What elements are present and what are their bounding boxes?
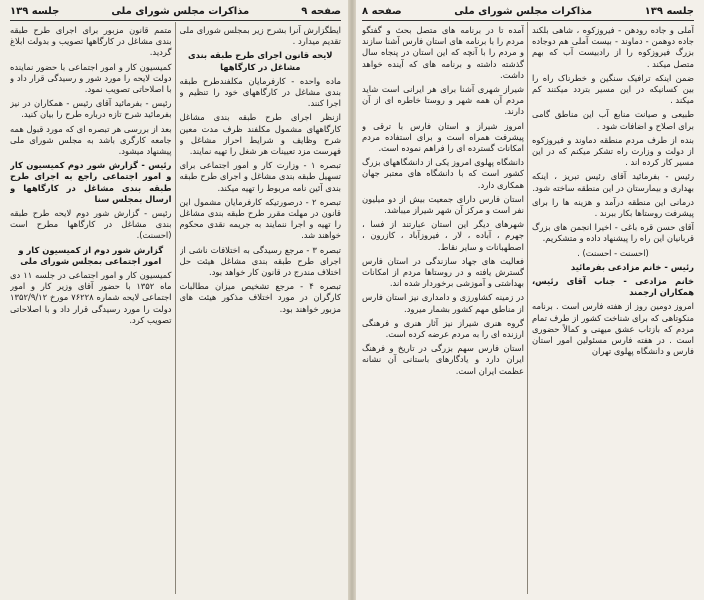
section-heading: رئیس - گزارش شور دوم کمیسیون کار و امور اجتماعی راجع به اجرای طرح طبقه بندی مشاغل در کارگاهها و ارسال بمجلس سنا [10, 160, 172, 204]
paragraph: تبصره ۴ - مرجع تشخیص میزان مطالبات کارگران در مورد اختلاف مذکور هیئت های مزبور خواهند بود. [179, 281, 341, 314]
paragraph: رئیس - بفرمائید آقای رئیس - همکاران در نیز بفرمائید شرح تازه درباره طرح را بیان کنید. [10, 98, 172, 120]
paragraph: (احسنت - احسنت) . [577, 247, 649, 258]
paragraph: استان فارس سهم بزرگی در تاریخ و فرهنگ ایران دارد و یادگارهای باستانی آن نشانه عظمت ایران است. [362, 343, 524, 376]
right-page-header [362, 4, 694, 21]
report-heading: گزارش شور دوم از کمیسیون کار و امور اجتماعی بمجلس شورای ملی [18, 244, 164, 266]
paragraph: دانشگاه پهلوی امروز یکی از دانشگاههای بزرگ کشور است که با دانشگاه های معتبر جهان همکاری دارد. [362, 157, 524, 190]
paragraph: ایطگزارش آنرا بشرح زیر بمجلس شورای ملی تقدیم میدارد . [179, 25, 341, 47]
paragraph: ماده واحده - کارفرمایان مکلفندطرح طبقه بندی مشاغل در کارگاههای خود را تنظیم و اجرا کنند. [179, 75, 341, 109]
paragraph: آملی و جاده رودهن - فیروزکوه ، شاهی بلکند جاده دوهمن - دماوند - بیست آملی هم دوجاده بزرگ فیروزکوه را از رادبیست آب که بهم متصل میکند . [532, 25, 694, 69]
paragraph: تبصره ۳ - مرجع رسیدگی به اختلافات ناشی از اجرای طرح طبقه بندی مشاغل هیئت حل اختلاف مندرج در قانون کار خواهد بود. [179, 244, 341, 278]
right-page-columns [362, 25, 694, 600]
right-column-rule [527, 22, 528, 594]
right-page-right-column [532, 25, 694, 600]
paragraph: کمیسیون کار و امور اجتماعی با حضور نماینده دولت لایحه را مورد شور و رسیدگی قرار داد و با اصلاحاتی تصویب نمود. [10, 61, 172, 95]
paragraph: امروز شیراز و استان فارس با ترقی و پیشرفت همراه است و برای استفاده مردم امکانات گسترده ای را فراهم نموده است. [362, 120, 524, 154]
left-page-title: مذاکرات مجلس شورای ملی [111, 5, 250, 17]
left-column-rule [175, 22, 176, 594]
speaker-line: خانم مزادعی - جناب آقای رئیس، همکاران ارجمند [532, 276, 694, 298]
paragraph: درمانی این منطقه درآمد و هزینه ها را برای پیشرفت روستاها بکار ببرند . [532, 196, 694, 219]
paragraph: گروه هنری شیراز نیز آثار هنری و فرهنگی ارزنده ای را به مردم عرضه کرده است. [362, 317, 524, 340]
left-page-session: جلسه ۱۳۹ [10, 5, 60, 17]
speaker-line: رئیس - خانم مزادعی بفرمائید [570, 261, 694, 272]
paragraph: ازنظر اجرای طرح طبقه بندی مشاغل کارگاههای مشمول مکلفند ظرف مدت معین شرح وظایف و شرایط احراز مشاغل و فهرست مزد تعیینات هر شغل را تهیه نمایند. [179, 112, 341, 157]
paragraph: شیراز شهری آشنا برای هر ایرانی است شاید مردم آن همه شهر و روستا خاطره ای از آن دارند. [362, 84, 524, 117]
paragraph: کمیسیون کار و امور اجتماعی در جلسه ۱۱ دی ماه ۱۳۵۲ با حضور آقای وزیر کار و امور اجتماعی لایحه شماره ۷۶۲۲۸ مورخ ۱۳۵۲/۹/۱۲ دولت را مورد رسیدگی قرار داد و با اصلاحاتی تصویب کرد. [10, 270, 172, 325]
paragraph: شهرهای دیگر این استان عبارتند از فسا ، جهرم ، آباده ، لار ، فیروزآباد ، کازرون ، اصطهبانات و سایر نقاط. [362, 219, 524, 252]
paragraph: آمده تا در برنامه های متصل بحث و گفتگو مردم را با برنامه های استان فارس آشنا سازند و مردم را با آنچه که این استان در پنجاه سال گذشته داشته و برنامه های که آینده خواهد داشت. [362, 25, 524, 80]
right-page-number: صفحه ۸ [362, 5, 402, 17]
right-page [352, 0, 704, 600]
right-page-title: مذاکرات مجلس شورای ملی [454, 5, 593, 17]
paragraph: رئیس - بفرمائید آقای رئیس تبریز ، اینکه بهداری و بیمارستان در این منطقه ساخته شود. [532, 171, 694, 193]
left-page-left-column [10, 25, 172, 600]
left-page-header [10, 4, 341, 21]
paragraph: بعد از بررسی هر تبصره ای که مورد قبول همه جامعه کارگری باشد به مجلس شورای ملی پیشنهاد میشود. [10, 123, 172, 157]
paragraph: امروز دومین روز از هفته فارس است . برنامه منکوتاهی که برای شناخت کشور از طرف تمام مردم که بازتاب عشق میهنی و کمالاً حضوری است . در هفته فارس مسئولین امور استان فارس و دانشگاه پهلوی تهران [532, 301, 694, 357]
right-page-left-column [362, 25, 524, 600]
paragraph: رئیس - گزارش شور دوم لایحه طرح طبقه بندی مشاغل در کارگاهها مطرح است (احسنت). [10, 208, 172, 241]
paragraph: طبیعی و صیانت منابع آب این مناطق گامی برای اصلاح و اضافات شود . [532, 109, 694, 131]
paragraph: آقای حسن قره باغی - اخیرا انجمن های بزرگ قربانیان این راه را پیشنهاد داده و متشکریم. [532, 222, 694, 244]
paragraph: در زمینه کشاورزی و دامداری نیز استان فارس از مناطق مهم کشور بشمار میرود. [362, 292, 524, 314]
paragraph: فعالیت های جهاد سازندگی در استان فارس گسترش یافته و در روستاها مردم از امکانات بهداشتی و آموزشی برخوردار شده اند. [362, 255, 524, 289]
left-page-number: صفحه ۹ [301, 5, 341, 17]
paragraph: استان فارس دارای جمعیت بیش از دو میلیون نفر است و مرکز آن شهر شیراز میباشد. [362, 193, 524, 216]
book-gutter [348, 0, 356, 600]
left-page-right-column [180, 25, 342, 600]
paragraph: ضمن اینکه ترافیک سنگین و خطرناک راه را بین کسانیکه در این مسیر بتردد میکنند کم میکند . [532, 72, 694, 106]
paragraph: تبصره ۱ - وزارت کار و امور اجتماعی برای تسهیل طبقه بندی مشاغل و اجرای طرح طبقه بندی آئین نامه مربوط را تهیه میکند. [179, 160, 341, 193]
paragraph: متمم قانون مزبور برای اجرای طرح طبقه بندی مشاغل در کارگاهها تصویب و بدولت ابلاغ گردید. [10, 25, 172, 58]
paragraph: بنده از طرف مردم منطقه دماوند و فیروزکوه از دولت و وزارت راه تشکر میکنم که در این مسیر کار کرده اند . [532, 134, 694, 168]
right-page-session: جلسه ۱۳۹ [644, 5, 694, 17]
paragraph: تبصره ۲ - درصورتیکه کارفرمایان مشمول این قانون در مهلت مقرر طرح طبقه بندی مشاغل را تهیه و اجرا ننمایند به جریمه نقدی محکوم خواهند شد. [179, 196, 341, 241]
section-heading: لایحه قانون اجرای طرح طبقه بندی مشاغل در کارگاهها [187, 50, 333, 72]
